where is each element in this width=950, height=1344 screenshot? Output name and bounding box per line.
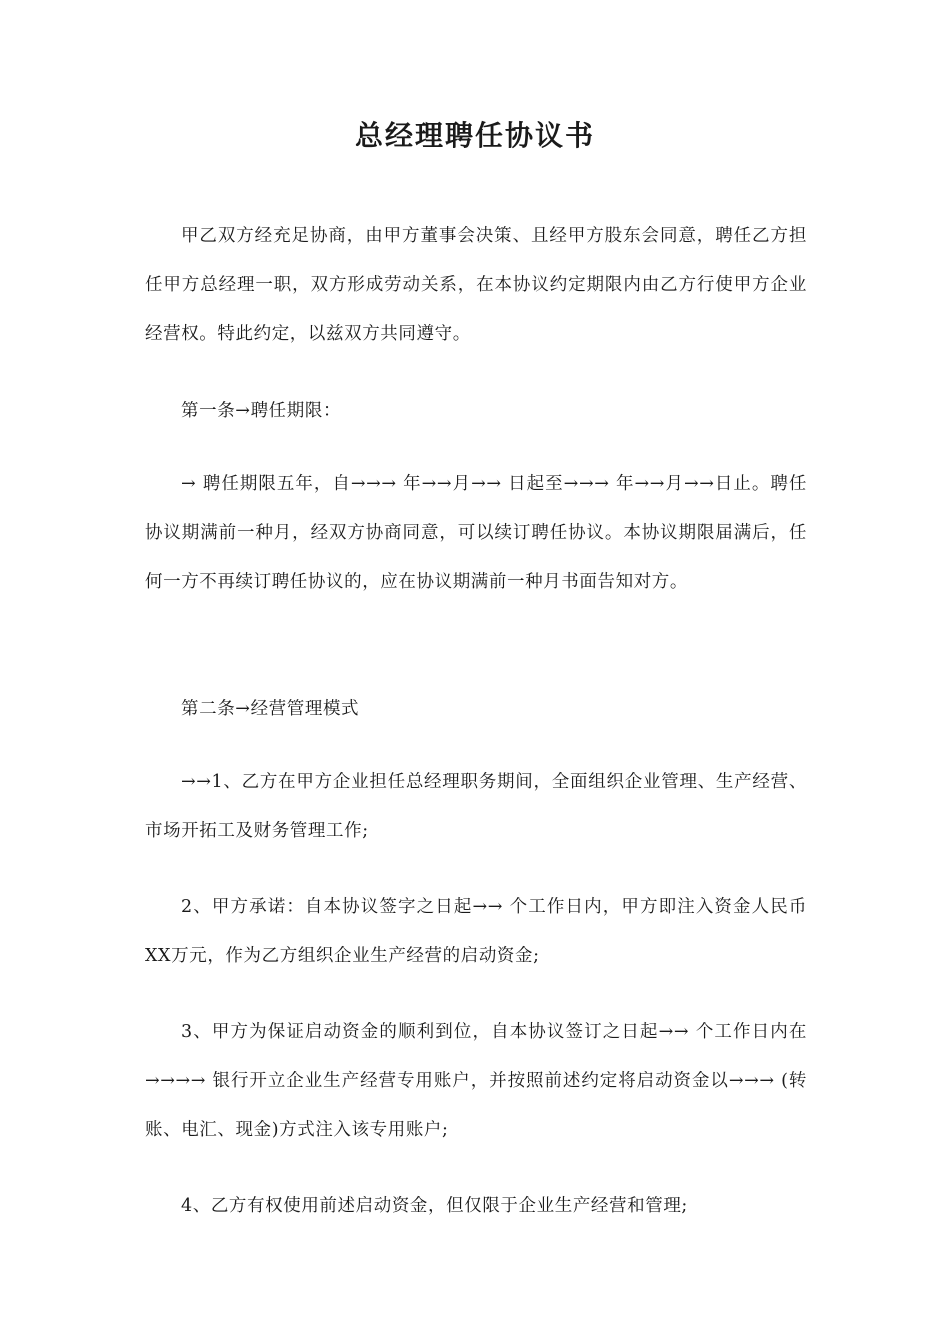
article-2-heading: 第二条→经营管理模式 xyxy=(181,699,360,719)
document-title: 总经理聘任协议书 xyxy=(354,119,595,152)
article-1-heading: 第一条→聘任期限： xyxy=(181,401,342,421)
article-2-item-2: 2、甲方承诺：自本协议签字之日起→→ 个工作日内，甲方即注入资金人民币XX万元，作为乙方组织企业生产经营的启动资金; xyxy=(145,897,807,966)
article-1-term: → 聘任期限五年，自→→→ 年→→月→→ 日起至→→→ 年→→月→→日止。聘任协议期满前一种月，经双方协商同意，可以续订聘任协议。本协议期限届满后，任何一方不再续订聘任协议的，应在协议期满前一种月书面告知对方。 xyxy=(145,474,807,592)
article-2-item-4: 4、乙方有权使用前述启动资金，但仅限于企业生产经营和管理; xyxy=(181,1196,688,1216)
paragraph-preamble: 甲乙双方经充足协商，由甲方董事会决策、且经甲方股东会同意，聘任乙方担任甲方总经理一职，双方形成劳动关系，在本协议约定期限内由乙方行使甲方企业经营权。特此约定，以兹双方共同遵守。 xyxy=(145,226,807,344)
article-2-item-3: 3、甲方为保证启动资金的顺利到位，自本协议签订之日起→→ 个工作日内在→→→→ 银行开立企业生产经营专用账户，并按照前述约定将启动资金以→→→ (转账、电汇、现金)方式注入该专用账户; xyxy=(145,1022,807,1140)
article-2-item-1: →→1、乙方在甲方企业担任总经理职务期间，全面组织企业管理、生产经营、市场开拓工及财务管理工作; xyxy=(145,772,807,841)
